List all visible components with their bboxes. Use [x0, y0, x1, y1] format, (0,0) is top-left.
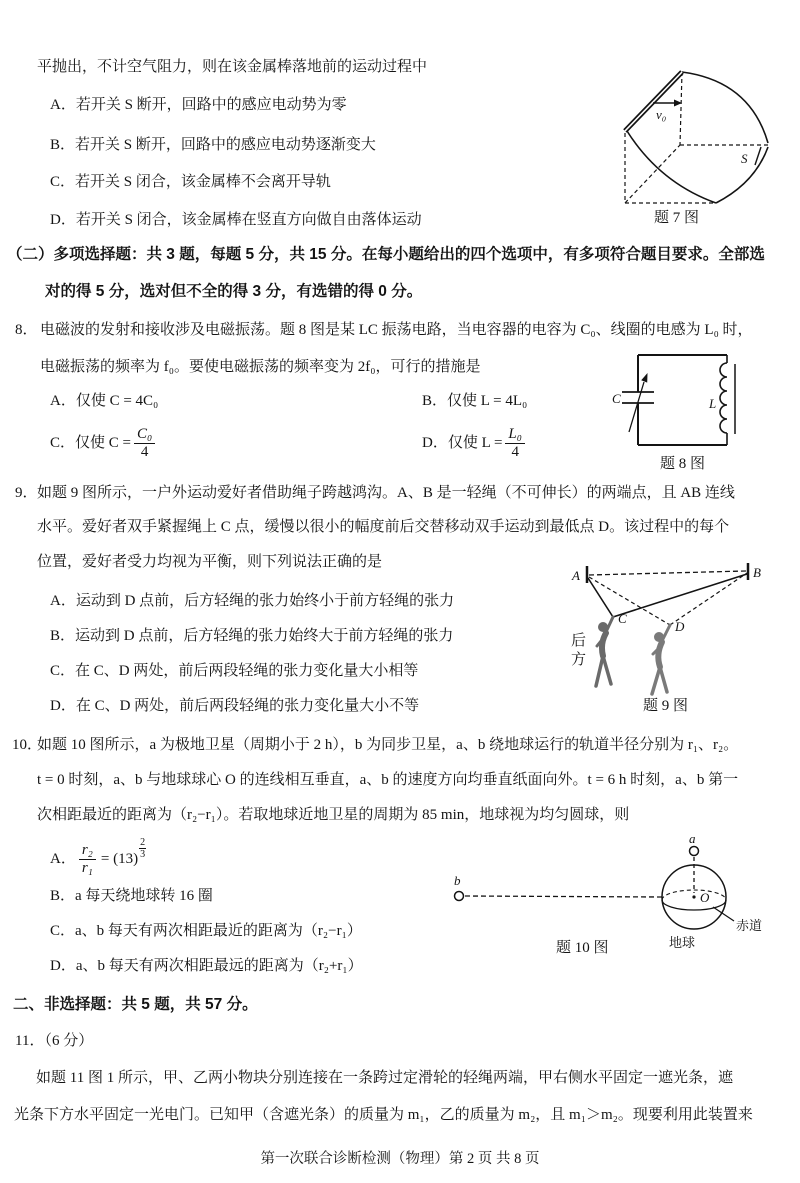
q8-option-d	[422, 424, 528, 462]
person-at-d-head	[654, 632, 664, 642]
q9-option-d: D．在 C、D 两处，前后两段轻绳的张力变化量大小不等	[50, 698, 420, 714]
q10-stem-line3: 次相距最近的距离为（r₂−r₁）。若取地球近地卫星的周期为 85 min，地球视为均匀圆球，则	[37, 807, 630, 823]
q10-stem-line1: 如题 10 图所示，a 为极地卫星（周期小于 2 h），b 为同步卫星，a、b 绕地球运行的轨道半径分别为 r₁、r₂。	[37, 737, 739, 753]
rope-db-dashed	[670, 573, 747, 625]
figure-q9-caption: 题 9 图	[643, 698, 689, 714]
figure-q10-caption: 题 10 图	[556, 940, 609, 956]
point-a-label: A	[572, 568, 580, 583]
figure-q8-caption: 题 8 图	[660, 456, 706, 472]
q7-option-b: B．若开关 S 断开，回路中的感应电动势逐渐变大	[50, 137, 376, 153]
q10-option-a-letter: A．	[50, 851, 76, 867]
switch-label: S	[741, 151, 748, 166]
q7-option-a: A．若开关 S 断开，回路中的感应电动势为零	[50, 97, 347, 113]
q8-stem-line1: 电磁波的发射和接收涉及电磁振荡。题 8 图是某 LC 振荡电路，当电容器的电容为 C₀、线圈的电感为 L₀ 时，	[40, 322, 753, 338]
point-d-label: D	[675, 619, 685, 634]
q7-stem: 平抛出，不计空气阻力，则在该金属棒落地前的运动过程中	[37, 59, 428, 75]
q10-option-a-equals: = (13)	[100, 851, 139, 867]
figure-q7-caption: 题 7 图	[654, 210, 700, 226]
q10-option-d: D．a、b 每天有两次相距最远的距离为（r₂+r₁）	[50, 958, 363, 974]
q9-option-b: B．运动到 D 点前，后方轻绳的张力始终大于前方轻绳的张力	[50, 628, 454, 644]
q8-option-b: B．仅使 L = 4L₀	[422, 393, 528, 409]
q8-option-c-fraction: $\frac{\text{C₀}}{4}$	[134, 426, 155, 461]
satellite-b-label: b	[454, 873, 461, 888]
q11-stem-line2: 光条下方水平固定一光电门。已知甲（含遮光条）的质量为 m₁，乙的质量为 m₂，且 m₁＞m₂。现要利用此装置来	[14, 1107, 753, 1123]
multi-choice-rubric-line2: 对的得 5 分，选对但不全的得 3 分，有选错的得 0 分。	[45, 283, 423, 300]
q11-stem-line1: 如题 11 图 1 所示，甲、乙两小物块分别连接在一条跨过定滑轮的轻绳两端，甲右侧水平固定一遮光条，遮	[36, 1070, 733, 1086]
q10-option-b: B．a 每天绕地球转 16 圈	[50, 888, 213, 904]
q9-stem-line2: 水平。爱好者双手紧握绳上 C 点，缓慢以很小的幅度前后交替移动双手运动到最低点 D。该过程中的每个	[37, 519, 730, 535]
figure-q8-lc-circuit	[610, 350, 770, 458]
figure-q9-rope-diagram	[555, 550, 800, 698]
satellite-a-label: a	[689, 833, 696, 846]
q9-option-c: C．在 C、D 两处，前后两段轻绳的张力变化量大小相等	[50, 663, 419, 679]
equator-label: 赤道	[736, 918, 763, 933]
q10-option-c: C．a、b 每天有两次相距最近的距离为（r₂−r₁）	[50, 923, 362, 939]
earth-center-label: O	[700, 890, 710, 905]
q7-option-d: D．若开关 S 闭合，该金属棒在竖直方向做自由落体运动	[50, 212, 422, 228]
multi-choice-rubric-line1: （二）多项选择题：共 3 题，每题 5 分，共 15 分。在每小题给出的四个选项中，有多项符合题目要求。全部选	[7, 246, 765, 263]
rope-ac	[588, 578, 613, 617]
q8-option-a: A．仅使 C = 4C₀	[50, 393, 159, 409]
figure-q7-rails-diagram	[612, 55, 800, 210]
satellite-b	[455, 892, 464, 901]
earth-label: 地球	[669, 935, 696, 950]
q9-stem-line3: 位置，爱好者受力均视为平衡，则下列说法正确的是	[37, 554, 383, 570]
q8-stem-line2: 电磁振荡的频率为 f₀。要使电磁振荡的频率变为 2f₀，可行的措施是	[40, 359, 481, 375]
q10-number: 10．	[12, 737, 43, 753]
q7-option-c: C．若开关 S 闭合，该金属棒不会离开导轨	[50, 174, 331, 190]
q10-stem-line2: t = 0 时刻，a、b 与地球球心 O 的连线相互垂直，a、b 的速度方向均垂直纸面向外。t = 6 h 时刻，a、b 第一	[37, 772, 739, 788]
inductor-label: L	[709, 396, 717, 411]
equator-front	[662, 900, 726, 910]
q8-option-d-text: D．仅使 L =	[422, 435, 503, 451]
inductor-coil	[720, 363, 727, 433]
point-c-label: C	[618, 611, 627, 626]
figure-q10-satellite-diagram	[445, 833, 775, 957]
q9-number: 9．	[15, 485, 38, 501]
q10-option-a-ratio: $\frac{\text{r₂}}{\text{r₁}}$	[79, 842, 96, 877]
q11-number: 11．（6 分）	[15, 1033, 94, 1049]
q8-option-d-fraction: $\frac{\text{L₀}}{4}$	[505, 426, 525, 461]
q8-option-c	[50, 424, 158, 462]
q9-option-a: A．运动到 D 点前，后方轻绳的张力始终小于前方轻绳的张力	[50, 593, 455, 609]
variable-capacitor-arrow	[629, 382, 644, 432]
q8-option-c-text: C．仅使 C =	[50, 435, 131, 451]
page-footer: 第一次联合诊断检测（物理）第 2 页 共 8 页	[260, 1151, 540, 1167]
point-b-label: B	[753, 565, 761, 580]
earth-center-dot	[692, 895, 695, 898]
rope-ad-dashed	[589, 577, 670, 625]
free-response-rubric: 二、非选择题：共 5 题，共 57 分。	[13, 996, 258, 1013]
person-at-c-head	[598, 622, 608, 632]
rope-cb	[613, 574, 747, 617]
v0-label: v₀	[656, 107, 667, 122]
rear-label: 后方	[571, 633, 587, 668]
q9-stem-line1: 如题 9 图所示，一户外运动爱好者借助绳子跨越鸿沟。A、B 是一轻绳（不可伸长）的两端点，且 AB 连线	[37, 485, 735, 501]
q8-number: 8．	[15, 322, 38, 338]
satellite-a	[690, 847, 699, 856]
q10-option-a	[50, 836, 146, 878]
capacitor-label: C	[612, 391, 621, 406]
q10-option-a-exponent: 2 3	[140, 836, 146, 860]
